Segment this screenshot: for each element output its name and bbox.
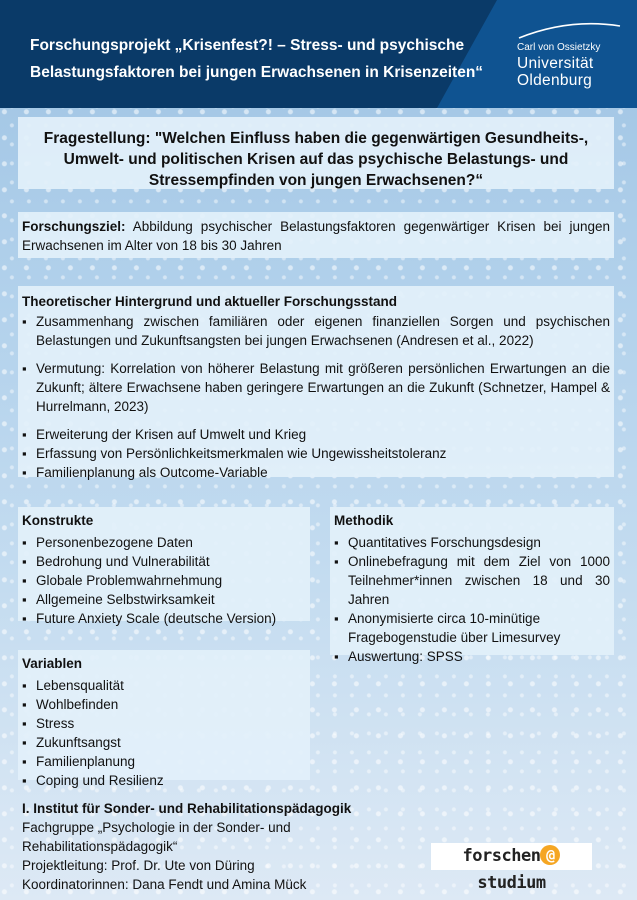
constructs-section (18, 507, 310, 626)
list-item: ▪ Vermutung: Korrelation von höherer Belastung mit größeren persönlichen Erwartungen an die Zukunft; ältere Erwachsene haben geringere Erwartungen an die Zukunft (Schnetzer, Hampel & Hurrelmann, 2023) (22, 359, 610, 416)
list-item: ▪ Bedrohung und Vulnerabilität (22, 552, 306, 571)
list-item: ▪ Wohlbefinden (22, 695, 306, 714)
list-item: ▪ Personenbezogene Daten (22, 533, 306, 552)
constructs-heading: Konstrukte (22, 513, 94, 528)
poster-title-line-2: Belastungsfaktoren bei jungen Erwachsenen in Krisenzeiten“ (30, 64, 484, 81)
research-goal-label: Forschungsziel: (22, 219, 126, 234)
group-name-line-2: Rehabilitationspädagogik“ (22, 839, 178, 854)
project-lead: Projektleitung: Prof. Dr. Ute von Düring (22, 858, 255, 873)
list-item: ▪ Stress (22, 714, 306, 733)
university-name-line-2: Universität (517, 55, 594, 72)
list-item: ▪ Erweiterung der Krisen auf Umwelt und Krieg (22, 425, 610, 444)
list-item: ▪ Familienplanung als Outcome-Variable (22, 463, 610, 482)
research-question-line-2: Umwelt- und politischen Krisen auf das psychische Belastungs- und (63, 151, 569, 168)
university-arc-icon (517, 20, 622, 40)
research-question-line-1: Fragestellung: "Welchen Einfluss haben die gegenwärtigen Gesundheits-, (43, 130, 589, 147)
list-item: ▪ Zukunftsangst (22, 733, 306, 752)
variables-heading: Variablen (22, 656, 83, 671)
list-item: ▪ Quantitatives Forschungsdesign (334, 533, 610, 552)
method-heading: Methodik (334, 513, 394, 528)
research-goal-text: Abbildung psychischer Belastungsfaktoren gegenwärtiger Krisen bei jungen Erwachsenen im Alter von 18 bis 30 Jahren (22, 219, 610, 253)
list-item: ▪ Zusammenhang zwischen familiären oder eigenen finanziellen Sorgen und psychischen Belastungen und Zukunftsangsten bei jungen Erwachsenen (Andresen et al., 2022) (22, 312, 610, 350)
list-item: ▪ Familienplanung (22, 752, 306, 771)
list-item: ▪ Globale Problemwahrnehmung (22, 571, 306, 590)
list-item: ▪ Lebensqualität (22, 676, 306, 695)
list-item: ▪ Coping und Resilienz (22, 771, 306, 790)
list-item: ▪ Onlinebefragung mit dem Ziel von 1000 Teilnehmer*innen zwischen 18 und 30 Jahren (334, 552, 610, 609)
header-banner (0, 0, 637, 108)
background-section (18, 286, 614, 480)
list-item: ▪ Allgemeine Selbstwirksamkeit (22, 590, 306, 609)
list-item: ▪ Erfassung von Persönlichkeitsmerkmalen wie Ungewissheitstoleranz (22, 444, 610, 463)
research-question (18, 117, 614, 189)
logo-text-right: studium (477, 873, 546, 893)
footer-credits (22, 799, 402, 894)
forschen-studium-logo (431, 843, 592, 893)
university-name-line-3: Oldenburg (517, 72, 593, 89)
group-name-line-1: Fachgruppe „Psychologie in der Sonder- und (22, 820, 291, 835)
poster-title (30, 32, 500, 86)
at-sign-icon: @ (540, 845, 560, 865)
institute-name: I. Institut für Sonder- und Rehabilitationspädagogik (22, 801, 352, 816)
logo-text-left: forschen (462, 846, 541, 866)
variables-section (18, 650, 310, 788)
coordinators: Koordinatorinnen: Dana Fendt und Amina Mück (22, 877, 307, 892)
background-heading: Theoretischer Hintergrund und aktueller Forschungsstand (22, 294, 398, 309)
list-item: ▪ Auswertung: SPSS (334, 647, 610, 666)
method-section (330, 507, 614, 664)
research-question-line-3: Stressempfinden von jungen Erwachsenen?“ (148, 172, 484, 189)
list-item: ▪ Anonymisierte circa 10-minütige Fragebogenstudie über Limesurvey (334, 609, 610, 647)
poster-title-line-1: Forschungsprojekt „Krisenfest?! – Stress- und psychische (30, 37, 465, 54)
university-name-line-1: Carl von Ossietzky (517, 42, 601, 53)
list-item: ▪ Future Anxiety Scale (deutsche Version) (22, 609, 306, 628)
research-goal (18, 212, 614, 258)
